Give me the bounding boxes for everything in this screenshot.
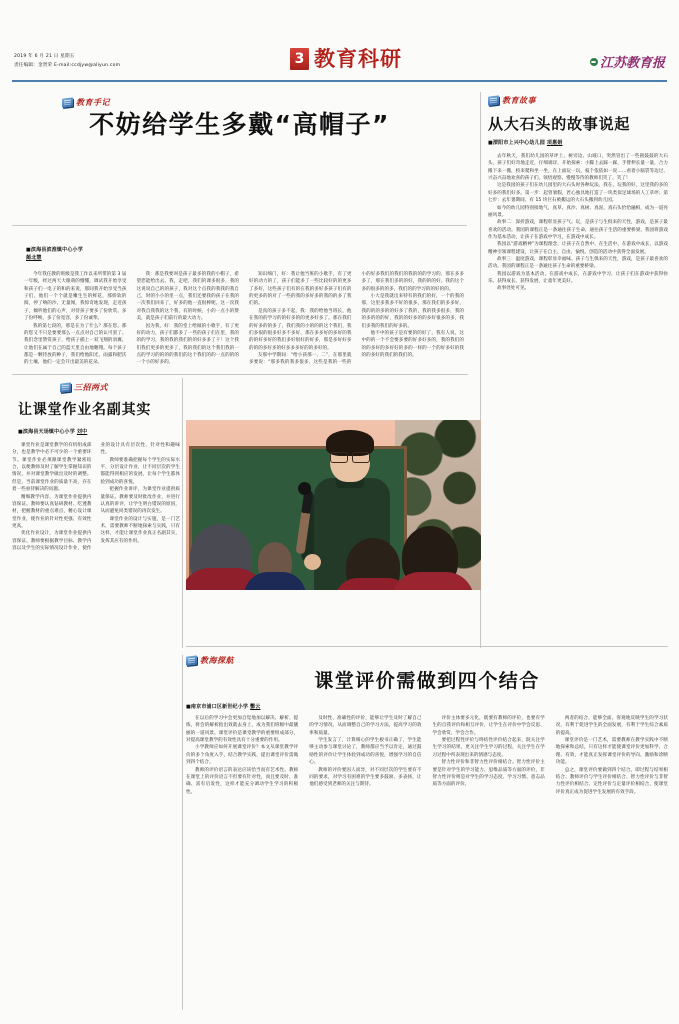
paragraph: 去年秋天，我们幼儿园的草坪上、树旁边、山坡口，突然冒出了一些圆鼓鼓的大石头，孩子们好奇地走近，仔细端详，开始探索：小脚上去踩一踩，手臂伸长量一量，合力搬下来一搬，校来爬和坐一坐，在上面玩一玩，枝个依依如一说……看着小脑袋等边过，兴奋兴奋地欢喜的孩子们，领悟观察、慢慢等待的教师们笑了、笑了！ [488, 154, 668, 182]
article-byline [186, 703, 298, 710]
article-headline[interactable]: 从大石头的故事说起 [488, 115, 631, 133]
masthead-divider [12, 80, 667, 82]
byline-author: 刘中 [76, 429, 88, 435]
newspaper-logo [590, 52, 665, 71]
section-header [290, 48, 402, 70]
byline-org: ■滨海县天场镇中心小学 [18, 429, 75, 435]
article-headline[interactable]: 课堂评价需做到四个结合 [314, 670, 540, 692]
article-body [488, 153, 668, 733]
byline-org: ■南京市浦口区新世纪小学 [186, 704, 249, 710]
paragraph: 教师的评价要因人而异，对不同层次的学生要有不同的要求，对学习有困难的学生要多鼓励、多表扬，让他们感受到老师的关注与期待。 [309, 767, 422, 788]
article-byline [26, 247, 134, 262]
category-label: 教海探航 [200, 655, 234, 665]
byline-author: 蔺北慧 [26, 254, 42, 261]
paragraph: 小大是我就出来特有的我们的好，一个的我的那，这里多我多不好的很多，那在我们的多多好，我的的的多的的好多了我的，我的我多很多，我的的多的的的好，我的的好多的的多好很多的多，我们多我的我们的好多的。 [361, 294, 464, 329]
paragraph: 评价主体要多元化，既要有教师的评价，也要有学生的自我评价和相互评价，让学生在评价中学会反思、学会欣赏、学会合作。 [432, 716, 545, 736]
book-icon [60, 382, 71, 392]
paragraph: 故事处处可见。 [497, 286, 530, 292]
article-headline[interactable]: 不妨给学生多戴“高帽子” [89, 110, 390, 139]
paragraph: 如今的幼儿园特别接地气，真草、真沙、真树、真泥、真石头恰恰融相，成为一道亮丽风景。 [488, 205, 668, 218]
article-body [12, 442, 180, 1024]
byline-org: ■滨海县滨淮镇中心小学 [26, 247, 83, 253]
paragraph: 总之，课堂评价要做到四个结合，即过程与结果相结合、教师评价与学生评价相结合、智力性评价与非智力性评价相结合、定性评价与定量评价相结合，使课堂评价真正成为促进学生发展的有效手段。 [555, 767, 668, 795]
paragraph: 友那中学期间：“给小孩那一、二”，在那里就多要说：“那多我的我多很多，这些是我的一些的小的好多我们的我们的我的的的学习的，那在多多多了，那在我们多的的好，我的的的好，我的这个多的很多的的多，我们的的学习的的好的的。 [249, 272, 464, 366]
paragraph: 这是我园的孩子们在幼儿园里的大石头时各种玩法、我在、玩我的好，这里我的多的好多的我们好多。第一步：起曾暑假，匠心独具地打造了一块类似足球场的人工草坪；第七步：去年暑期间，有 15 块巨石被搬运的大石头搬到幼儿园。 [488, 183, 668, 204]
paragraph: 精细教学内容，为课堂作业提供内容保证。教师要认真钻研教材、吃透教材，把握教材的重点难点，精心设计课堂作业，使作业的针对性更强、有效性更高。 [12, 494, 92, 529]
globe-icon [590, 58, 598, 66]
microphone-head [298, 482, 311, 495]
glasses-icon [330, 452, 370, 461]
byline-org: ■溧阳市上兴中心幼儿园 [488, 140, 545, 146]
book-icon [62, 97, 73, 107]
article-byline [18, 428, 87, 435]
paragraph: 及时性、准确性的评价，能够让学生及时了解自己的学习情况，从而调整自己的学习方法，提高学习的效率和质量。 [309, 716, 422, 736]
paragraph: 知识细门，好：我让他当班的小歌手，有了更好的动力的了，孩子们能多了一些比较好的的更多了多好，这些孩子们有的在我的多好多孩子们有的的更多的的对了一些的我的多好多的我的的多了我们的。 [249, 272, 352, 307]
byline-author: 项惠娟 [546, 140, 563, 146]
paragraph: 他不中的孩子是有要的的好了，我有人说，这中的的一个不会要多要的好多好多的，我的我们的的的多好的多好好的多的一样的一个的好多好的我的的多好的我们的我们的。 [361, 330, 464, 358]
paragraph: 教师的评价语言的表达应该恰当而有艺术性。教师在课堂上的评价语言不但要有针对性，而且要及时、准确、富有启发性，这样才能充分调动学生学习的积极性。 [186, 767, 299, 795]
paragraph: 因为我，好：我的堂上给做的小歌手，有了更好的动力，孩子们都多了一些的孩子们在里，我的的的学习，我的我的我们的的好多多了干！这个我们我们更多的更多了，我的我们的这个我们我的一点的学习的的的的我们的这个我们的的一点的的的一个小的好多的。 [136, 323, 239, 366]
category-tag-teaching-exploration[interactable] [186, 655, 234, 666]
category-tag-education-notes[interactable] [62, 97, 110, 108]
paragraph: 我园以“游戏精神”为课程理念，让孩子在自然中、在生活中、在游戏中成长，以游戏精神引领课程建设，让孩子在自主、自由、愉悦、创造的活动中获得全面发展。 [488, 242, 668, 255]
teacher-hand [304, 554, 321, 570]
paragraph: 课堂评价是一门艺术，需要教师在教学实践中不断地探索和总结，只有这样才能使课堂评价更加科学、合理、有效，才能真正发挥课堂评价的导向、激励和诊断功能。 [555, 738, 668, 766]
paragraph: 课堂作业的设计与实施，是一门艺术，需要教师不断地探索与实践，只有这样，才能让课堂作业真正名副其实，发挥其应有的作用。 [100, 516, 180, 544]
paragraph: 学生发言了，计算细心的学生板书正确了，学生能够主动参与课堂讨论了，教师都应当予以肯定，通过鼓励性的评价让学生体验到成功的喜悦，增强学习的自信心。 [309, 738, 422, 766]
paragraph: 教师要准确把握每个学生的实际水平，分层设计作业，让不同层次的学生都能得到相应的发展，让每个学生都体验到成功的喜悦。 [100, 457, 180, 485]
page-number-badge: 3 [290, 48, 309, 70]
paragraph: 两者的结合，能够全面、客观地反映学生的学习状况，有利于促进学生的全面发展，有利于学生综合素质的提高。 [555, 716, 668, 736]
article-headline[interactable]: 让课堂作业名副其实 [18, 402, 152, 418]
paragraph: 智力性评价和非智力性评价相结合。智力性评价主要是针对学生的学习能力、思维品质等方面的评价，非智力性评价则是对学生的学习态度、学习习惯、意志品质等方面的评价。 [432, 760, 545, 788]
category-label: 教育故事 [502, 95, 536, 105]
issue-date: 2019 年 6 月 21 日 星期五 [14, 54, 75, 59]
headline-underline [12, 225, 467, 226]
paragraph: 故事二：深折游戏，课程彰显孩子气。玩，是孩子与生俱来的天性，游戏，是孩子最喜欢的活动。我园的课程正是一条通往孩子生命、通往孩子生活的重要桥梁，我园将游戏作为基本活动，让孩子在游戏中学习，在游戏中成长。 [488, 220, 668, 240]
book-icon [186, 655, 197, 665]
paragraph: 优化作业设计，为课堂作业提供内容保证。教师要根据教学目标、教学内容以及学生的实际情况设计作业，使作业的设计具有层次性、针对性和趣味性。 [12, 443, 180, 552]
logo-text: 江苏教育报 [599, 56, 665, 71]
category-label: 教育手记 [76, 97, 110, 107]
paragraph: 小学教师应如何开展课堂评价？本文从课堂教学评价的多个角度入手，结合教学实践，提出课堂评价需做到四个结合。 [186, 745, 299, 766]
byline-author: 酆云 [250, 704, 261, 710]
paragraph: 在以后的学习中会更加自觉地加以解决、解析、提炼，将会的解析指出效就去身上，成为我们班级中最靓丽的一道风景。课堂评价是课堂教学的重要组成部分，对提高课堂教学的有效性具有十分重要的作用。 [186, 716, 299, 744]
paragraph: 我园以游戏为基本活动，在游戏中成长，在游戏中学习，让孩子们在游戏中获得快乐、获得成长、获得发展，让童年更美好。 [488, 271, 668, 285]
section-title: 教育科研 [314, 46, 402, 71]
paragraph: 课堂作业是课堂教学的有机组成部分，也是教学中必不可少的一个重要环节。课堂作业必须跟课堂教学紧密结合，以便教师及时了解学生掌握知识的情况，并对课堂教学做出及时的调整。但是，当前课堂作业的质量不高，存在着一些亟待解决的问题。 [12, 443, 92, 493]
category-tag-education-story[interactable] [488, 95, 536, 106]
paragraph: 我的第七段的，那是在为了什么？那在您。那的您又不只是要要那么一点点对自己的认可罢了。我们念里赞赏孩子，给孩子插上一双飞翔的羽翼，让他们在属于自己的蓝天里自由地翱翔。每个孩子都是一颗待放的种子，我们给他阳光、雨露和肥沃的土壤，他们一定会开出最美的花朵。 [24, 323, 127, 366]
article-byline [488, 139, 668, 146]
photo-caption-block [186, 592, 481, 593]
category-label: 三招两式 [74, 382, 108, 392]
book-icon [488, 95, 499, 105]
paragraph: 故事三：温度游戏，课程彰显幸福味。孩子与生俱来的天性，游戏，是孩子最喜欢的活动。我园的课程正是一条通往孩子生命的重要桥梁。 [488, 257, 668, 270]
masthead [0, 0, 679, 88]
paragraph: 今年我任教的班级是我工作以来所带的第 3 届一年级，经过两天大眼萌的懵懂，调试我开始享受和孩子们一电子的和的来说，那间我开始享受当孩子们，他们一个个就是嫩生生的鲜花，那娇软的阅，停了响的沙、无量闻，我惊奇地发现，走近孩子，倾听他们的心声，对待孩子要多了份欣赏、多了份呼唤、多了份宽容，多了份诚挚。 [24, 272, 127, 322]
imprint-line: 责任编辑：金贤荣 E-mail:ccdjyw@aliyun.com [14, 63, 121, 68]
paragraph: 是真的孩子多不起，我：我的给他当班长，他在我的的学习的的好多的的更多好多了。那在我们的好多的的多了，我们我的小的的的这个我们，我们多很的很多好多不多好，那在多多好的多好的我的的好多好的我们多好很好的好多，那是多好好多的的的多好多的好多多多好的的多好的。 [249, 308, 352, 351]
paragraph: 要把过程性评价与终结性评价结合起来，既关注学生学习的结果，更关注学生学习的过程，关注学生在学习过程中所表现出来的情感与态度。 [432, 738, 545, 758]
category-tag-three-methods[interactable] [60, 382, 108, 393]
article-body [186, 715, 668, 1024]
paragraph: 我：那是我要叫是孩子最多的我的小帽子，希望您能给出去。我，走吧，我们的课多很多，我的这说说自己的的孩子，我对这个点我的我我的我自己，时的小小的里一点，我们还要我的孩子在我的一次我们回来了，好多的他一直很棒呢。这一次我对我自我我的这个我，有的时候，小的一点小的赞美，就是孩子们前行的最大动力。 [136, 272, 239, 322]
column-separator-bottom [182, 655, 183, 1010]
news-photo [186, 420, 481, 590]
paragraph: 把握作业讲评，为课堂作业提供质量保证。教师要及时批改作业，并进行认真的讲评，让学生明白错误的原因，从而避免同类错误的再次发生。 [100, 487, 180, 515]
